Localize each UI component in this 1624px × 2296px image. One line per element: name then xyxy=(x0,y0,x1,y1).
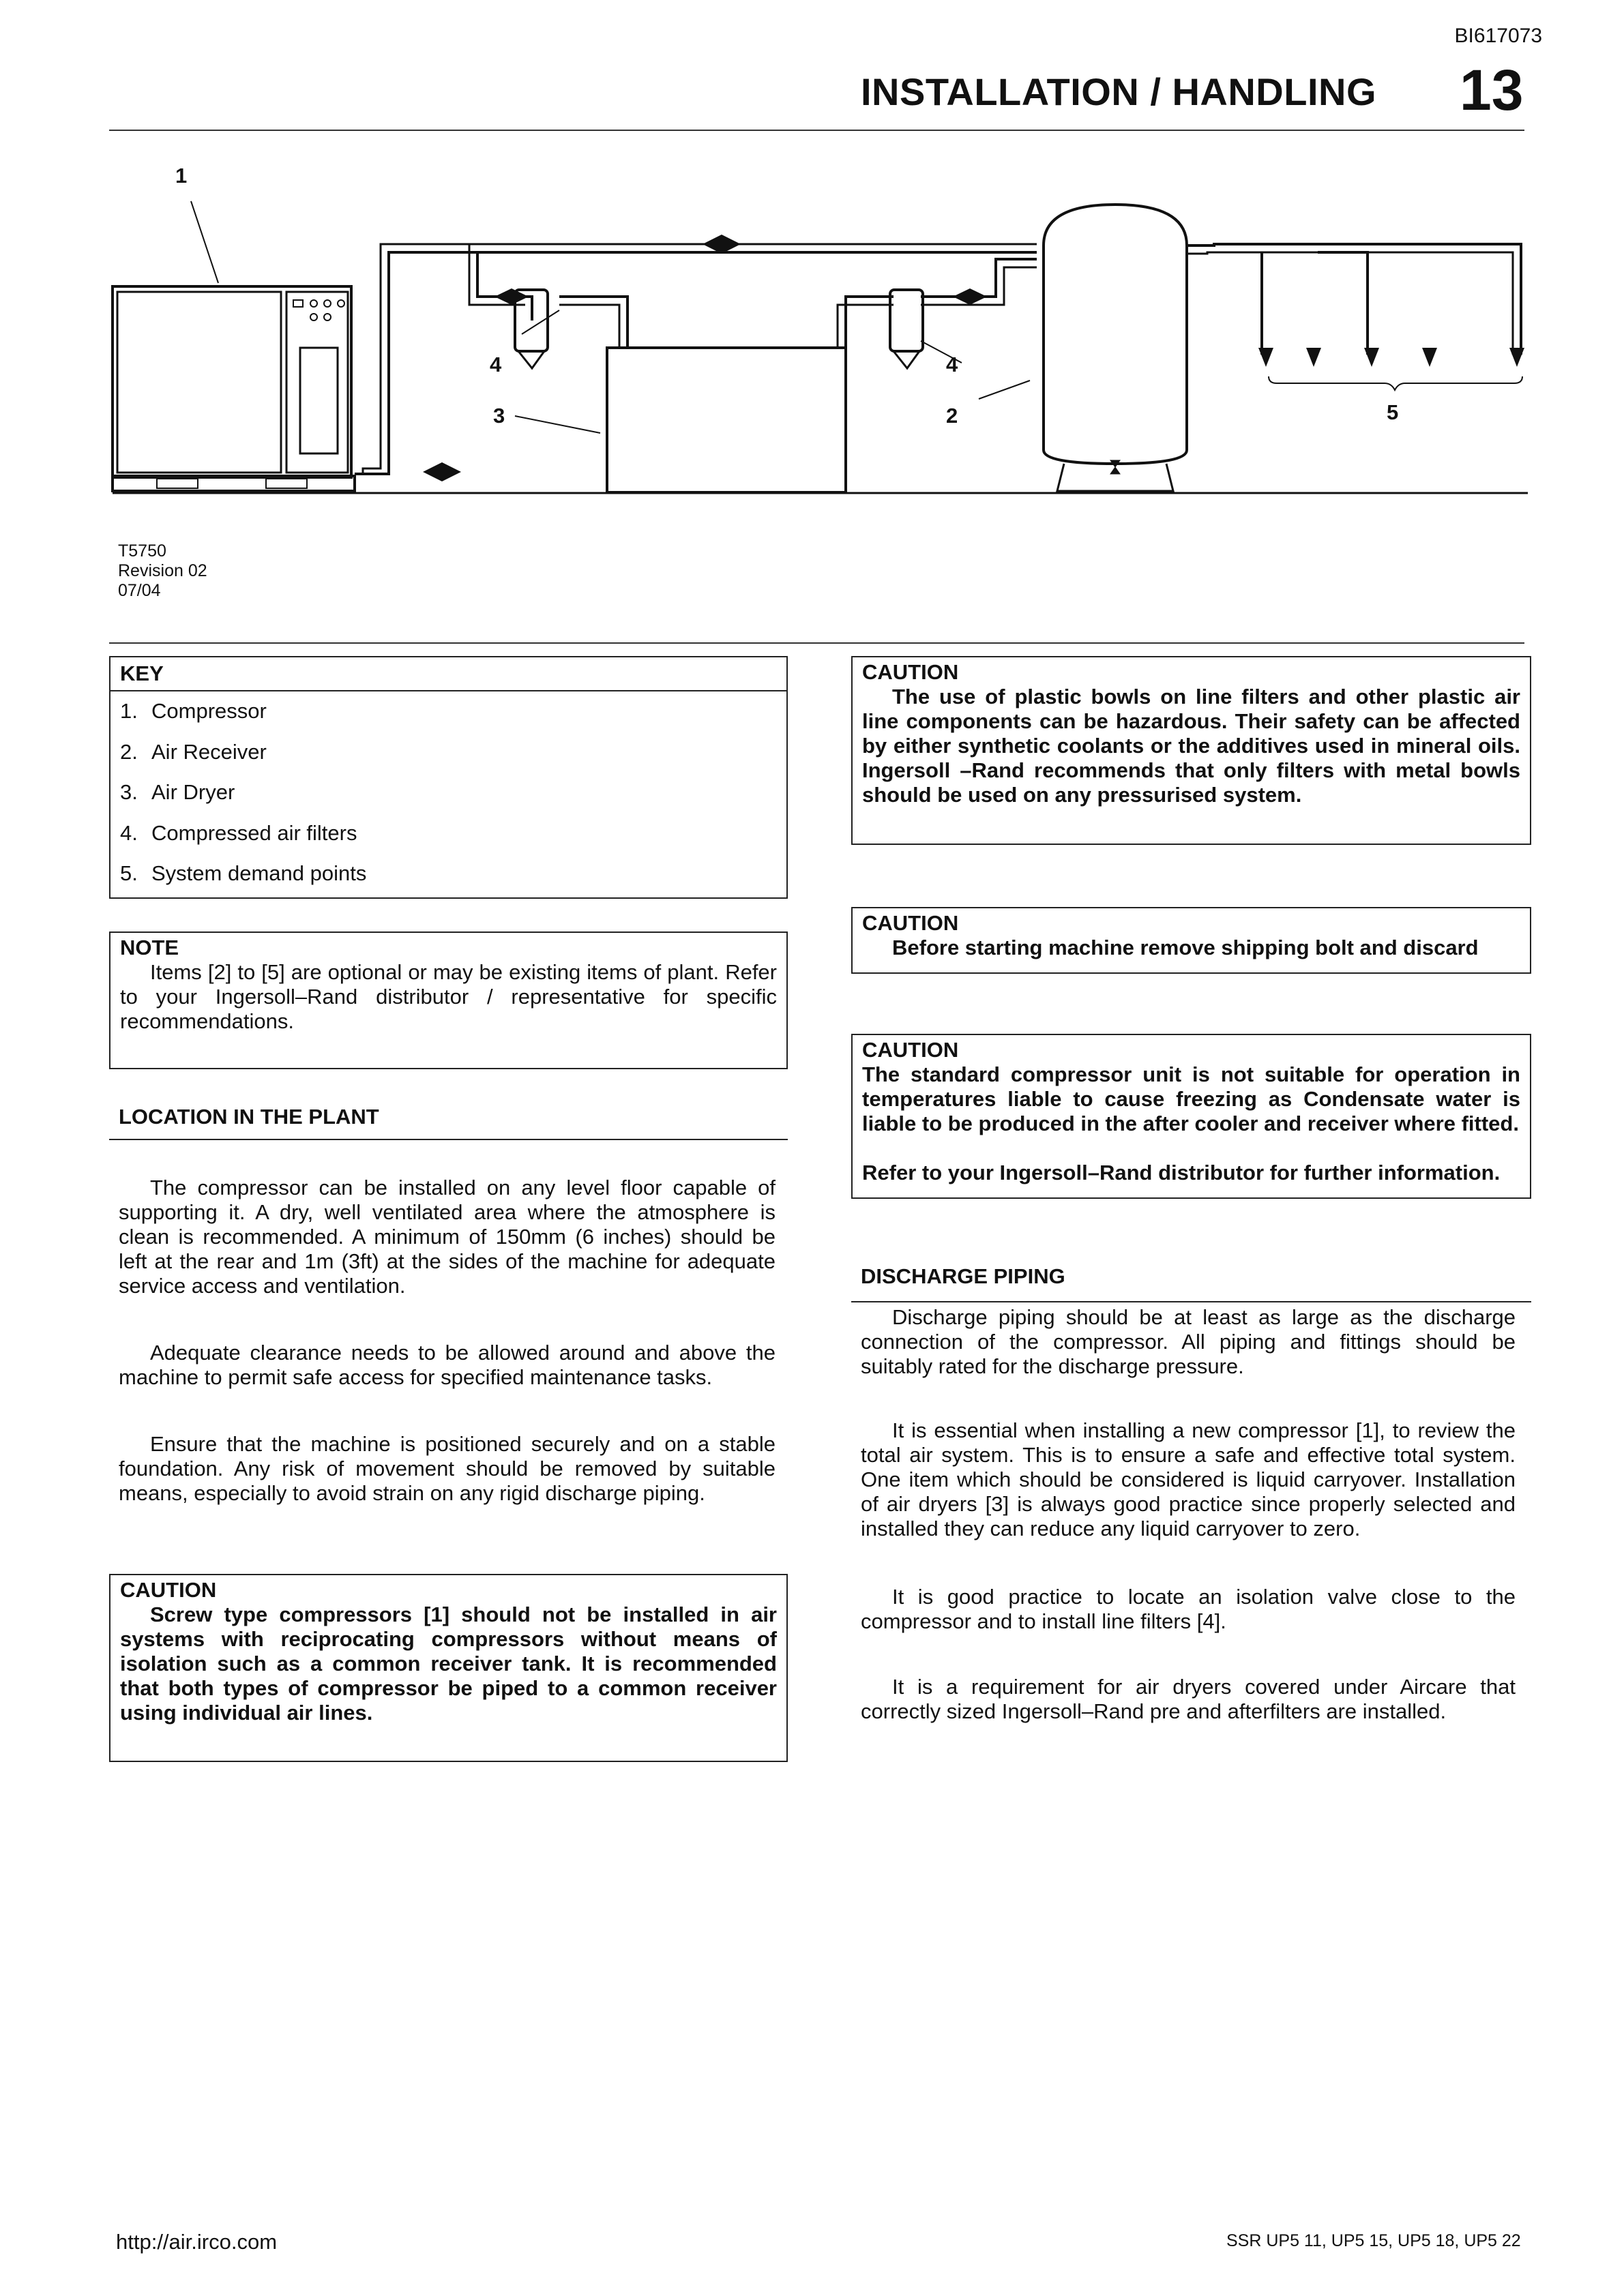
figure-date: 07/04 xyxy=(118,581,161,600)
key-item: 4. Compressed air filters xyxy=(120,820,357,845)
discharge-paragraph-1: Discharge piping should be at least as large as the discharge connection of the compressor. All piping and fittings should be suitably rated for the discharge pressure. xyxy=(861,1305,1516,1378)
diagram-label-receiver: 2 xyxy=(946,404,958,428)
discharge-paragraph-4: It is a requirement for air dryers covered under Aircare that correctly sized Ingersoll–Rand pre and afterfilters are installed. xyxy=(861,1675,1516,1723)
caution-screw-title: CAUTION xyxy=(120,1578,217,1602)
key-item: 1. Compressor xyxy=(120,699,267,723)
caution-bolt-title: CAUTION xyxy=(862,911,959,935)
compressor-body xyxy=(113,286,351,477)
discharge-paragraph-3: It is good practice to locate an isolation valve close to the compressor and to install line filters [4]. xyxy=(861,1585,1516,1633)
key-item: 5. System demand points xyxy=(120,861,367,885)
caution-screw-text: Screw type compressors [1] should not be installed in air systems with reciprocating compressors without means of isolation such as a common receiver tank. It is recommended that both types of compressor be piped to a common receiver using individual air lines. xyxy=(120,1602,777,1725)
caution-bolt-box xyxy=(851,907,1531,974)
page-number: 13 xyxy=(1460,58,1524,122)
key-item: 3. Air Dryer xyxy=(120,780,235,804)
diagram-label-filter-left: 4 xyxy=(490,353,502,376)
location-rule xyxy=(109,1139,788,1140)
discharge-rule xyxy=(851,1301,1531,1302)
location-paragraph-1: The compressor can be installed on any level floor capable of supporting it. A dry, well ventilated area where the atmosphere is clean is recommended. A minimum of 150mm (6 inches) should be left at the rear and 1m (3ft) at the sides of the machine for adequate service access and ventilation. xyxy=(119,1176,776,1298)
location-paragraph-3: Ensure that the machine is positioned securely and on a stable foundation. Any risk of movement should be removed by suitable means, especially to avoid strain on any rigid discharge piping. xyxy=(119,1432,776,1505)
figure-revision: Revision 02 xyxy=(118,561,207,580)
document-id: BI617073 xyxy=(1454,25,1542,47)
key-item: 2. Air Receiver xyxy=(120,739,267,764)
section-title: INSTALLATION / HANDLING xyxy=(861,70,1377,113)
note-text: Items [2] to [5] are optional or may be existing items of plant. Refer to your Ingersoll–Rand distributor / representative for specific recommendations. xyxy=(120,960,777,1033)
figure-ref: T5750 xyxy=(118,541,166,561)
caution-freeze-text: The standard compressor unit is not suitable for operation in temperatures liable to cause freezing as Condensate water is liable to be produced in the after cooler and receiver where fitted. xyxy=(862,1062,1520,1135)
key-list xyxy=(110,691,786,899)
location-paragraph-2: Adequate clearance needs to be allowed around and above the machine to permit safe access for specified maintenance tasks. xyxy=(119,1341,776,1389)
caution-plastic-text: The use of plastic bowls on line filters and other plastic air line components can be hazardous. Their safety can be affected by either synthetic coolants or the additives used in mineral oils. Ingersoll –Rand recommends that only filters with metal bowls should be used on any pressurised system. xyxy=(862,685,1520,807)
footer-models: SSR UP5 11, UP5 15, UP5 18, UP5 22 xyxy=(1226,2231,1521,2250)
section-divider xyxy=(109,642,1524,644)
discharge-heading: DISCHARGE PIPING xyxy=(861,1264,1065,1288)
note-title: NOTE xyxy=(120,936,179,959)
note-box xyxy=(109,931,788,1069)
diagram-label-demand-points: 5 xyxy=(1387,400,1399,424)
key-box xyxy=(109,656,788,899)
key-title: KEY xyxy=(110,657,786,691)
caution-screw-box xyxy=(109,1574,788,1762)
location-heading: LOCATION IN THE PLANT xyxy=(119,1105,379,1129)
installation-diagram xyxy=(109,164,1528,505)
discharge-paragraph-2: It is essential when installing a new compressor [1], to review the total air system. This is to ensure a safe and effective total system. One item which should be considered is liquid carryover. Installation of air dryers [3] is always good practice since properly selected and installed they can reduce any liquid carryover to zero. xyxy=(861,1418,1516,1540)
diagram-label-compressor: 1 xyxy=(175,164,188,188)
footer-url[interactable]: http://air.irco.com xyxy=(116,2230,278,2254)
caution-freeze-title: CAUTION xyxy=(862,1038,959,1062)
filter-2 xyxy=(890,290,923,351)
caution-freeze-box xyxy=(851,1034,1531,1199)
header-rule xyxy=(109,130,1524,131)
figure-info xyxy=(118,541,207,601)
caution-plastic-title: CAUTION xyxy=(862,660,959,684)
air-dryer xyxy=(607,348,846,492)
caution-plastic-box xyxy=(851,656,1531,845)
caution-bolt-text: Before starting machine remove shipping bolt and discard xyxy=(892,936,1479,959)
caution-freeze-text-2: Refer to your Ingersoll–Rand distributor for further information. xyxy=(862,1161,1501,1184)
diagram-label-filter-right: 4 xyxy=(946,353,958,376)
air-receiver xyxy=(1044,205,1187,464)
diagram-label-dryer: 3 xyxy=(493,404,505,428)
